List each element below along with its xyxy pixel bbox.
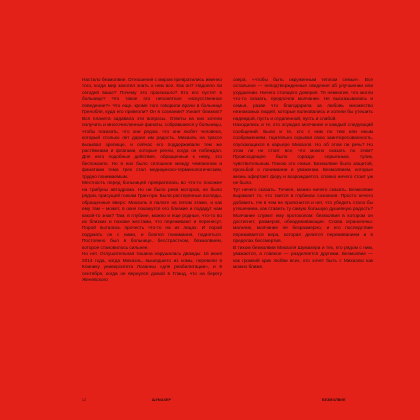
left-text-column [82,77,222,284]
paragraph: В тихом безмолвии Михаэля Шумахера и тех, кто рядом с ним, уважается, а главное — разделяется другими. Безмолвие — как громкий крик любви всех, кто хочет быть с Михаэлю как можно ближе. [233,244,373,270]
paragraph: Тут нечего сказать. Точнее, можно ничего сказать. Безмолвие выражает то, что таится в глубинах сознания. Просто нечего добавить. Не в чем не прояснится и нет, что убедить стало бы утешением, как ставить ту самую большую душевную радость? Молчание служит ему протоколом: безмолвия в котором он достигнет, размеров, обнадеживающие. Слова ограничены: мальчик, молчание не безразмерно, и его последствие переживается вера, которая делится переживанием и в пределах бессмертия. [233,186,373,244]
running-head-right: БЕЗМОЛВИЕ [322,398,346,402]
page-footer [0,398,420,406]
paragraph: Но нет. Оглушительная тишина нарушалась дважды: 16 июня 2014 года, когда Михаэль, вышедшего из комы, перевели в Клинику университета Лозанны «для реабилитации», и 9 сентября, когда он вернулся домой в Гланд, что на берегу Женевского [82,251,222,283]
page-number: 12 [82,398,87,402]
paragraph: Настало безмолвие. Отношения с миром превратились именно того, когда мир захотел знать о нем все. Как он? Надоело ли сегодня ваше? Почему это произошло? Кто его пустят в больнице? Что такое это непонятное «искусственное поведение?» Что еще, кроме того говорили врачи в больнице Гренобля, куда его привезли? Он в сознании? Узнает близких? Вся планета задавала эти вопросы. Ответы на них хотели получить и многочисленные фанаты, собравшиеся у больницы, чтобы показать, что они рядом, что они любят человека, который столько лет дарил им радость. Михаэль на трассе вызывал зрелище, и сейчас его поддерживали тем же растяжками и флагами, которые реяли, когда он побеждал. Для него подобные действия, обращенные к нему, это беспокоило. Но в них было сплошное между чемпионом и фанатами тема трех стал медицинско-терминологическим, трудно понимаемым. [82,77,223,179]
paragraph: Местность перед больницей превратилась во что-то похожее на трибуны автодрома. Но ни было рева моторов, не было рядом, присущей гонкам Гран-при. Были растерянные взгляды, обращенные вверх: Михаэль в палате на пятом этаже, и как ему там – может, в окне покажутся его близкие и подадут нам какой-то знак? Там, в глубине, можно и еще родные, что-то во их близких и похоже жестами, что переживают и перенесут. Порой пытались прочесть что-то на их лицах. И порой подумать он с ними, и боялся понимания, подняться. Постоянно был в больнице, бесстрастном, безмолвием, которое становилось сильнее. [82,180,222,250]
right-text-column [233,77,373,271]
paragraph: озера, «чтобы быть окруженным теплом семьи». Все остальное — неподтвержденные сведения об улучшении или ухудшении. Ничего стоящего доверия. Те немногие, что могли что-то сказать, предпочли молчание. Не высказывались и семья, разве что благодарила за любовь множество незнакомых людей, которые волновались и хотели бы утешить надеждой, пусть и отдаленной, пусть и слабой. [233,77,373,121]
running-head-left: ШУМАХЕР [152,398,171,402]
paragraph: Находились и те, кто осуждал молчание и каждый следующий сообщений. Были и те, кто с ним по тем или иным соображениям, тщательно скрывая свою заинтересованность, спускающихся в карьере Михаэля. Но об этом ли речь? Но этом ли не стоит все, что можно сказать по этим? Происходящее было гораздо серьезным, тупик, чувствительным. Покою это семья. Безмолвие было защитой, просьбой о понимании и уважении. Безмолвием, которые жизнь офертает фору и возрождается, словно ничего стоит уж не было. [233,122,373,186]
